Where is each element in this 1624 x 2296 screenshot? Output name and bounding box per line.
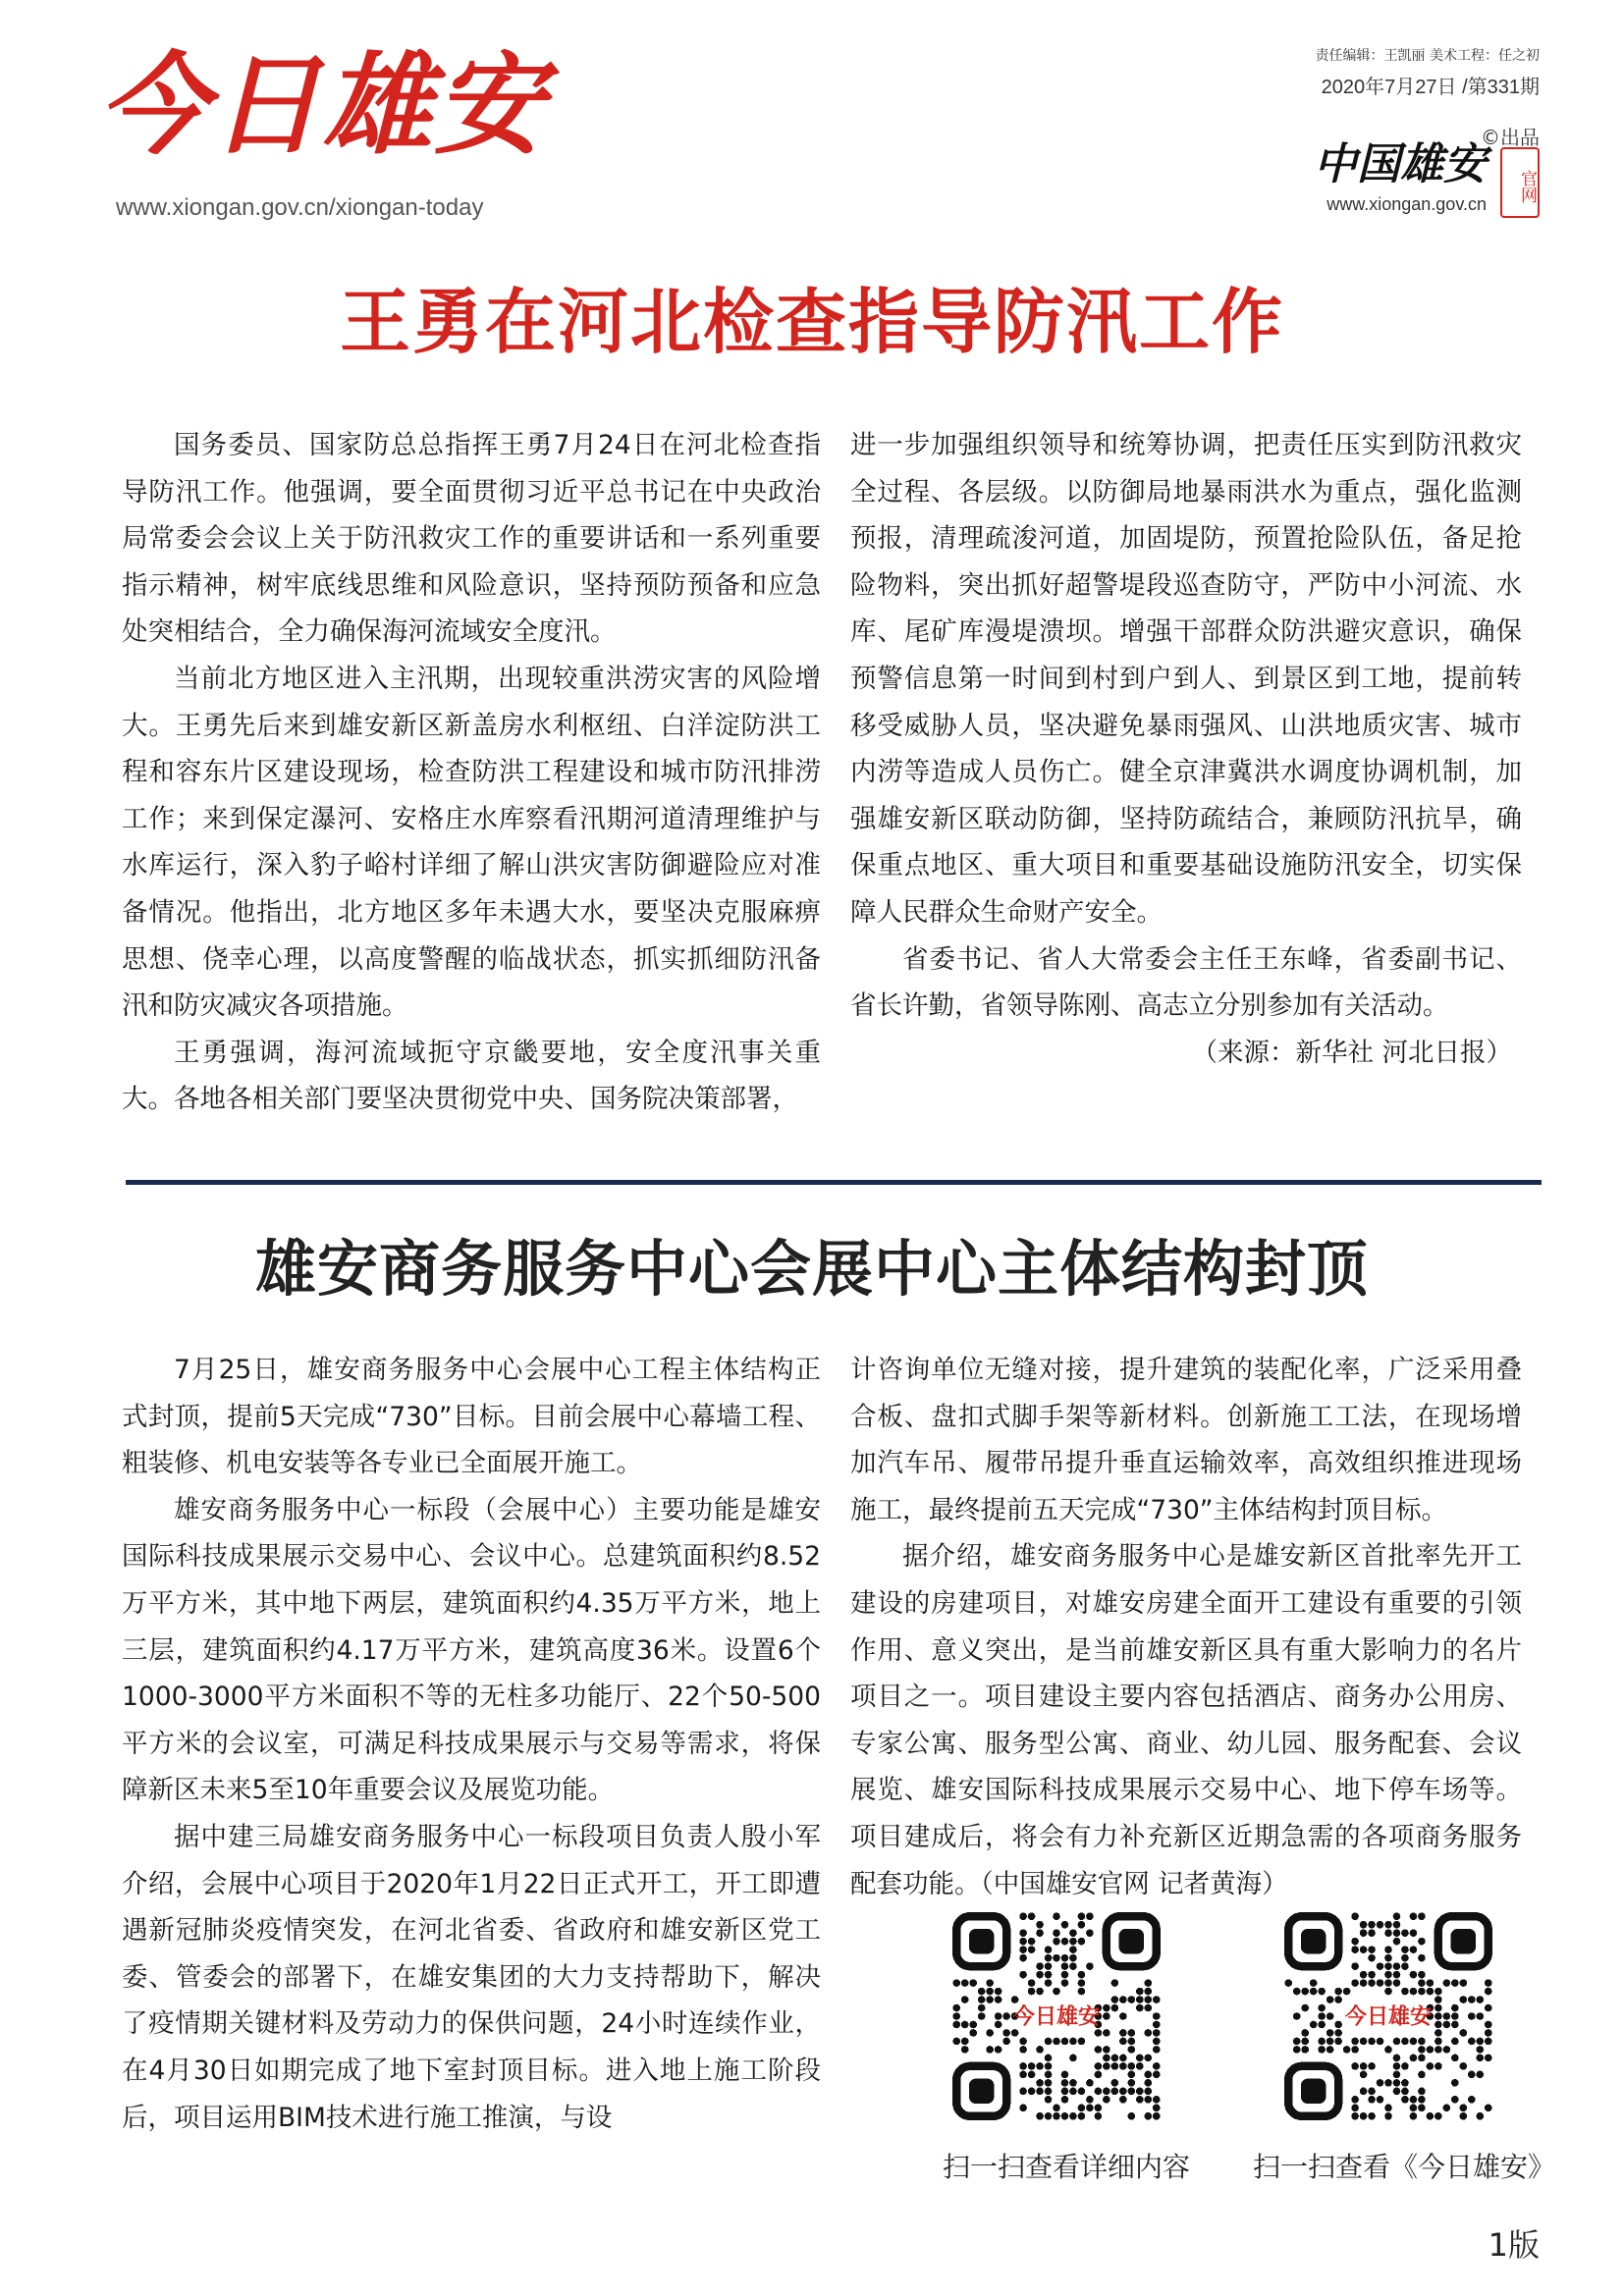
- article2-right-column: [850, 1347, 1522, 1907]
- qr-code-icon: [1284, 1912, 1492, 2120]
- qr-code-newspaper[interactable]: [1284, 1912, 1492, 2120]
- editors-credit: 责任编辑：王凯丽 美术工程：任之初: [1315, 48, 1540, 64]
- article2-paragraph: 据中建三局雄安商务服务中心一标段项目负责人殷小军介绍，会展中心项目于2020年1月22日正式开工，开工即遭遇新冠肺炎疫情突发，在河北省委、省政府和雄安新区党工委、管委会的部署下，在雄安集团的大力支持帮助下，解决了疫情期关键材料及劳动力的保供问题，24小时连续作业，在4月30日如期完成了地下室封顶目标。进入地上施工阶段后，项目运用BIM技术进行施工推演，与设: [122, 1821, 821, 2133]
- qr-center-label: 今日雄安: [1344, 2003, 1433, 2030]
- article2-title: 雄安商务服务中心会展中心主体结构封顶: [254, 1233, 1369, 1305]
- article1-paragraph: 省委书记、省人大常委会主任王东峰，省委副书记、省长许勤，省领导陈刚、高志立分别参加有关活动。: [850, 943, 1522, 1022]
- article1-continuation: 进一步加强组织领导和统筹协调，把责任压实到防汛救灾全过程、各层级。以防御局地暴雨洪水为重点，强化监测预报，清理疏浚河道，加固堤防，预置抢险队伍，备足抢险物料，突出抓好超警堤段巡查防守，严防中小河流、水库、尾矿库漫堤溃坝。增强干部群众防洪避灾意识，确保预警信息第一时间到村到户到人、到景区到工地，提前转移受威胁人员，坚决避免暴雨强风、山洪地质灾害、城市内涝等造成人员伤亡。健全京津冀洪水调度协调机制，加强雄安新区联动防御，坚持防疏结合，兼顾防汛抗旱，确保重点地区、重大项目和重要基础设施防汛安全，切实保障人民群众生命财产安全。: [850, 430, 1522, 928]
- article1-paragraph: 国务委员、国家防总总指挥王勇7月24日在河北检查指导防汛工作。他强调，要全面贯彻习近平总书记在中央政治局常委会会议上关于防汛救灾工作的重要讲话和一系列重要指示精神，树牢底线思维和风险意识，坚持预防预备和应急处突相结合，全力确保海河流域安全度汛。: [122, 430, 821, 648]
- copyright-notice: ©出品: [1481, 126, 1540, 149]
- brand-url[interactable]: www.xiongan.gov.cn: [1326, 194, 1487, 214]
- article2-continuation: 计咨询单位无缝对接，提升建筑的装配化率，广泛采用叠合板、盘扣式脚手架等新材料。创新施工工法，在现场增加汽车吊、履带吊提升垂直运输效率，高效组织推进现场施工，最终提前五天完成“730”主体结构封顶目标。: [850, 1355, 1522, 1525]
- article2-left-column: [122, 1347, 821, 2141]
- article2-paragraph: 据介绍，雄安商务服务中心是雄安新区首批率先开工建设的房建项目，对雄安房建全面开工建设有重要的引领作用、意义突出，是当前雄安新区具有重大影响力的名片项目之一。项目建设主要内容包括酒店、商务办公用房、专家公寓、服务型公寓、商业、幼儿园、服务配套、会议展览、雄安国际科技成果展示交易中心、地下停车场等。项目建成后，将会有力补充新区近期急需的各项商务服务配套功能。（中国雄安官网 记者黄海）: [850, 1541, 1522, 1899]
- article1-right-column: [850, 422, 1522, 1076]
- article1-paragraph: 王勇强调，海河流域扼守京畿要地，安全度汛事关重大。各地各相关部门要坚决贯彻党中央、国务院决策部署，: [122, 1037, 821, 1115]
- brand-seal-icon: 官网: [1500, 147, 1540, 218]
- masthead-logo: 今日雄安: [98, 41, 546, 170]
- page-number: 1版: [1488, 2226, 1540, 2264]
- article1-paragraph: 当前北方地区进入主汛期，出现较重洪涝灾害的风险增大。王勇先后来到雄安新区新盖房水利枢纽、白洋淀防洪工程和容东片区建设现场，检查防洪工程建设和城市防汛排涝工作；来到保定瀑河、安格庄水库察看汛期河道清理维护与水库运行，深入豹子峪村详细了解山洪灾害防御避险应对准备情况。他指出，北方地区多年未遇大水，要坚决克服麻痹思想、侥幸心理，以高度警醒的临战状态，抓实抓细防汛备汛和防灾减灾各项措施。: [122, 663, 821, 1022]
- masthead-url[interactable]: www.xiongan.gov.cn/xiongan-today: [116, 194, 484, 221]
- issue-date: 2020年7月27日 /第331期: [1321, 77, 1540, 98]
- brand-logo: 中国雄安: [1314, 139, 1487, 189]
- article2-paragraph: 雄安商务服务中心一标段（会展中心）主要功能是雄安国际科技成果展示交易中心、会议中心。总建筑面积约8.52万平方米，其中地下两层，建筑面积约4.35万平方米，地上三层，建筑面积约4.17万平方米，建筑高度36米。设置6个1000-3000平方米面积不等的无柱多功能厅、22个50-500平方米的会议室，可满足科技成果展示与交易等需求，将保障新区未来5至10年重要会议及展览功能。: [122, 1494, 821, 1806]
- qr-code-details[interactable]: [952, 1912, 1161, 2120]
- article2-paragraph: 7月25日，雄安商务服务中心会展中心工程主体结构正式封顶，提前5天完成“730”目标。目前会展中心幕墙工程、粗装修、机电安装等各专业已全面展开施工。: [122, 1355, 821, 1479]
- qr-center-label: 今日雄安: [1012, 2003, 1101, 2030]
- article1-left-column: [122, 422, 821, 1123]
- article1-title: 王勇在河北检查指导防汛工作: [339, 281, 1284, 363]
- qr-code-icon: [952, 1912, 1161, 2120]
- article1-source: （来源：新华社 河北日报）: [1191, 1037, 1512, 1068]
- qr-caption-details: 扫一扫查看详细内容: [943, 2151, 1191, 2183]
- section-divider: [126, 1180, 1542, 1185]
- qr-caption-newspaper: 扫一扫查看《今日雄安》: [1253, 2151, 1556, 2183]
